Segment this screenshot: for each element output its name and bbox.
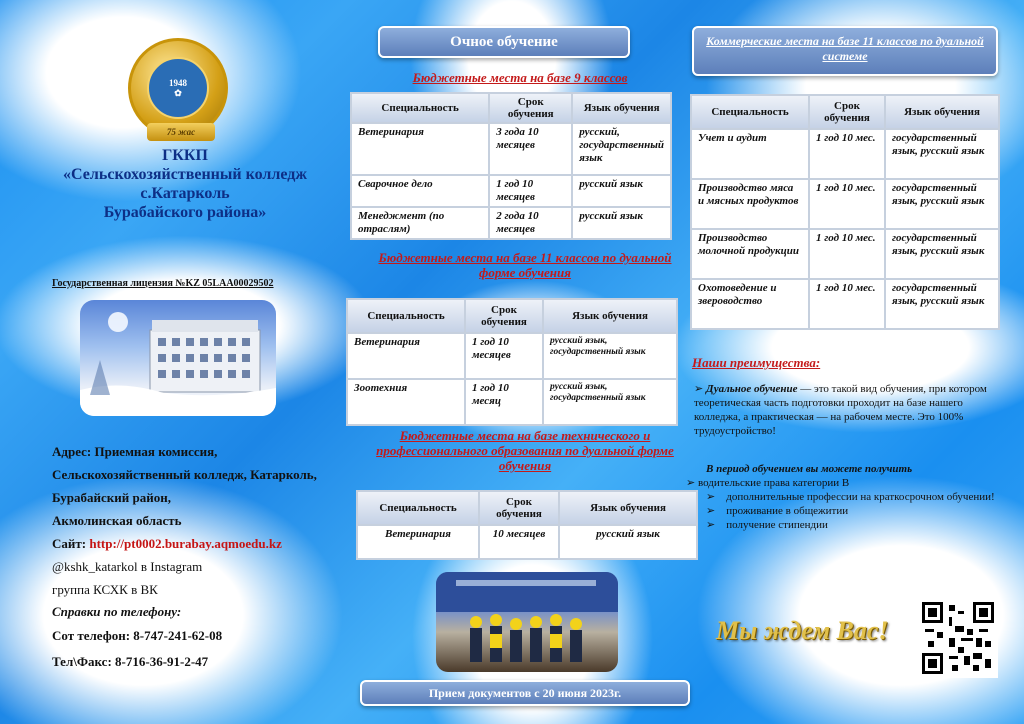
table3-header-lang: Язык обучения (560, 492, 696, 524)
table1-cell: Сварочное дело (352, 176, 488, 206)
org-title-line-3: с.Катарколь (140, 185, 230, 202)
admission-footer: Прием документов с 20 июня 2023г. (360, 680, 690, 706)
logo-year: 1948 (169, 77, 187, 88)
site-label: Сайт: (52, 536, 90, 551)
table1-header-spec: Специальность (352, 94, 488, 122)
fax-phone: Тел\Факс: 8-716-36-91-2-47 (52, 654, 209, 669)
commercial-header-row (692, 96, 998, 128)
commercial-cell: Охотоведение и звероводство (692, 280, 808, 328)
benefit-text: дополнительные профессии на краткосрочном обучении! (726, 491, 995, 503)
commercial-cell: 1 год 10 мес. (810, 130, 884, 178)
commercial-cell: Производство молочной продукции (692, 230, 808, 278)
license-text: Государственная лицензия №KZ 05LAA00029502 (52, 278, 274, 289)
table2-title: Бюджетные места на базе 11 классов по дуальной форме обучения (378, 250, 672, 280)
table3-header-spec: Специальность (358, 492, 478, 524)
mobile-phone: Сот телефон: 8-747-241-62-08 (52, 628, 223, 643)
instagram-line: @kshk_katarkol в Instagram (52, 559, 203, 574)
site-link[interactable]: http://pt0002.burabay.aqmoedu.kz (89, 536, 282, 551)
table2 (346, 298, 678, 426)
table3-header-term: Срок обучения (480, 492, 558, 524)
table-row (692, 130, 998, 178)
table1-cell: Ветеринария (352, 124, 488, 174)
arrow-bullet-icon: ➢ (706, 505, 727, 517)
table2-header-term: Срок обучения (466, 300, 542, 332)
table1-cell: русский, государственный язык (573, 124, 670, 174)
org-title (40, 146, 330, 222)
advantages-title: Наши преимущества: (692, 355, 821, 370)
logo-emblem (147, 57, 209, 119)
table2-cell: Зоотехния (348, 380, 464, 424)
commercial-cell: 1 год 10 мес. (810, 280, 884, 328)
college-logo (128, 38, 228, 138)
benefit-item (686, 476, 1016, 490)
table3-header-row (358, 492, 696, 524)
address-line-4: Акмолинская область (52, 513, 182, 528)
dual-training-desc: — это такой вид обучения, при котором теоретическая часть подготовки проходит на базе нашего колледжа, а практическая — на рабочем месте. Это 100% трудоустройство! (694, 383, 987, 437)
commercial-header-lang: Язык обучения (886, 96, 998, 128)
qr-code[interactable] (918, 598, 998, 678)
org-title-line-1: ГККП (162, 147, 208, 164)
building-illustration (80, 300, 276, 416)
students-photo (436, 572, 618, 672)
table-row (348, 380, 676, 424)
table1-header-row (352, 94, 670, 122)
table1-cell: 3 года 10 месяцев (490, 124, 571, 174)
arrow-bullet-icon: ➢ (706, 519, 727, 531)
table3-cell: русский язык (560, 526, 696, 558)
table2-cell: 1 год 10 месяцев (466, 334, 542, 378)
table-row (358, 526, 696, 558)
full-time-header: Очное обучение (378, 26, 630, 58)
table-row (692, 230, 998, 278)
table-row (352, 176, 670, 206)
table1-cell: 1 год 10 месяцев (490, 176, 571, 206)
arrow-bullet-icon: ➢ (694, 383, 706, 395)
commercial-cell: 1 год 10 мес. (810, 230, 884, 278)
table1-header-term: Срок обучения (490, 94, 571, 122)
address-line-1: Адрес: Приемная комиссия, (52, 444, 218, 459)
table2-cell: 1 год 10 месяц (466, 380, 542, 424)
benefits-header: В период обучением вы можете получить (706, 463, 913, 475)
table-row (692, 180, 998, 228)
commercial-cell: государственный язык, русский язык (886, 180, 998, 228)
qr-code-icon (922, 602, 994, 674)
table1-header-lang: Язык обучения (573, 94, 670, 122)
table3-title: Бюджетные места на базе технического и профессионального образования по дуальной форме обучения (376, 428, 674, 473)
table1 (350, 92, 672, 240)
commercial-cell: Учет и аудит (692, 130, 808, 178)
table3-cell: 10 месяцев (480, 526, 558, 558)
benefit-item (686, 504, 1016, 518)
benefit-item (686, 518, 1016, 532)
table1-cell: русский язык (573, 208, 670, 238)
commercial-cell: государственный язык, русский язык (886, 130, 998, 178)
arrow-bullet-icon: ➢ (686, 477, 698, 489)
table-row (352, 124, 670, 174)
arrow-bullet-icon: ➢ (706, 491, 727, 503)
advantages-text (694, 382, 1004, 438)
welcome-text: Мы ждем Вас! (716, 616, 889, 645)
table2-cell: Ветеринария (348, 334, 464, 378)
table-row (352, 208, 670, 238)
site-line (52, 536, 282, 552)
commercial-header: Коммерческие места на базе 11 классов по дуальной системе (692, 26, 998, 76)
table-row (692, 280, 998, 328)
wheat-icon: ✿ (174, 87, 182, 98)
table1-cell: Менеджмент (по отраслям) (352, 208, 488, 238)
building-photo (80, 300, 276, 416)
address-line-3: Бурабайский район, (52, 490, 171, 505)
phone-help-label: Справки по телефону: (52, 604, 182, 619)
commercial-cell: государственный язык, русский язык (886, 280, 998, 328)
logo-ribbon: 75 жас (147, 123, 215, 141)
commercial-cell: Производство мяса и мясных продуктов (692, 180, 808, 228)
org-title-line-2: «Сельскохозяйственный колледж (63, 166, 307, 183)
benefit-text: водительские права категории В (697, 477, 850, 489)
benefit-item (686, 490, 1016, 504)
benefit-text: проживание в общежитии (726, 505, 849, 517)
table3 (356, 490, 698, 560)
table-row (348, 334, 676, 378)
address-line-2: Сельскохозяйственный колледж, Катарколь, (52, 467, 317, 482)
table1-cell: 2 года 10 месяцев (490, 208, 571, 238)
benefits-block (686, 462, 1016, 532)
table1-title: Бюджетные места на базе 9 классов (412, 70, 628, 85)
vk-line: группа КСХК в ВК (52, 582, 158, 597)
table3-cell: Ветеринария (358, 526, 478, 558)
dual-training-term: Дуальное обучение (705, 383, 798, 395)
students-illustration (436, 572, 618, 672)
org-title-line-4: Бурабайского района» (103, 204, 267, 221)
commercial-cell: 1 год 10 мес. (810, 180, 884, 228)
commercial-table (690, 94, 1000, 330)
commercial-header-spec: Специальность (692, 96, 808, 128)
commercial-cell: государственный язык, русский язык (886, 230, 998, 278)
benefit-text: получение стипендии (726, 519, 828, 531)
table2-header-row (348, 300, 676, 332)
table1-cell: русский язык (573, 176, 670, 206)
table2-cell: русский язык, государственный язык (544, 334, 676, 378)
table2-cell: русский язык, государственный язык (544, 380, 676, 424)
commercial-header-term: Срок обучения (810, 96, 884, 128)
table2-header-lang: Язык обучения (544, 300, 676, 332)
table2-header-spec: Специальность (348, 300, 464, 332)
